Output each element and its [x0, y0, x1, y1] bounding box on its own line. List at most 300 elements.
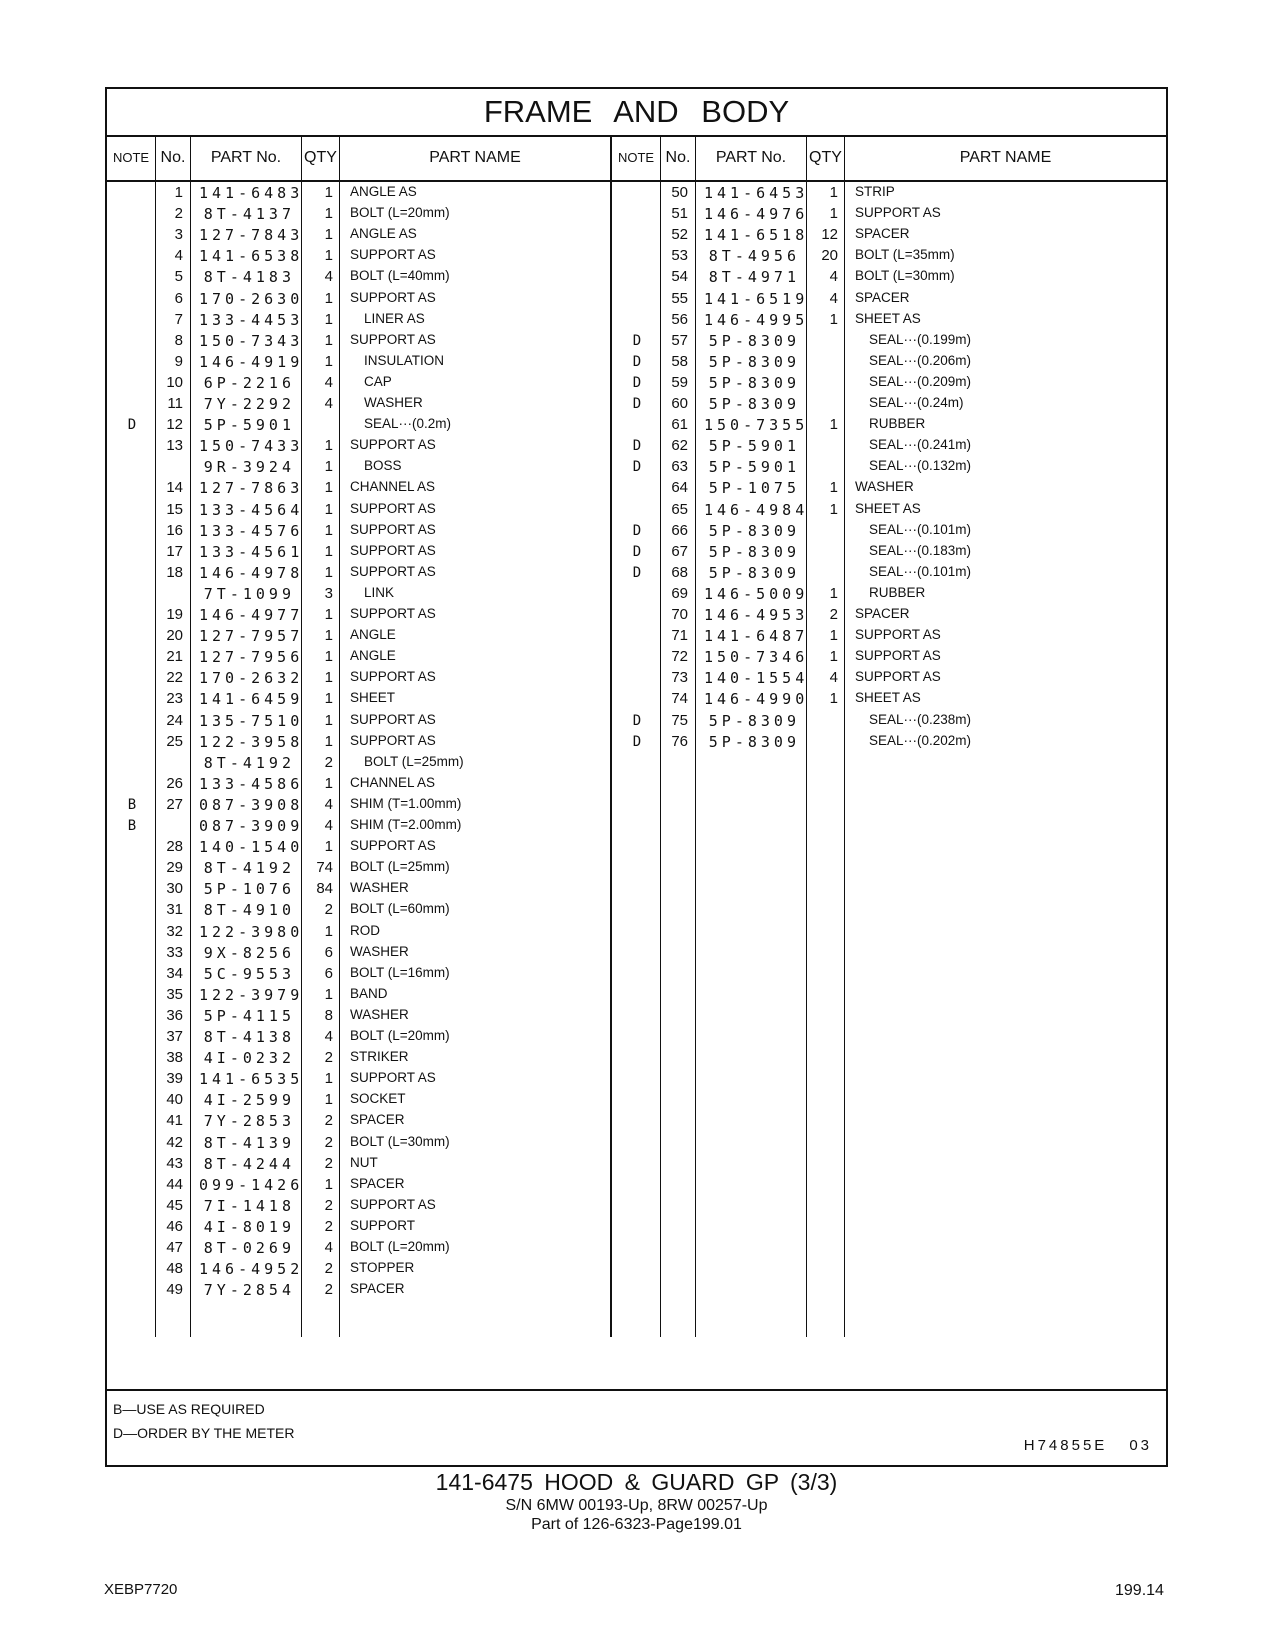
item-number-cell: 3 — [174, 226, 183, 244]
part-name-cell: WASHER — [350, 1006, 409, 1022]
part-name-cell: SUPPORT AS — [350, 500, 436, 516]
serial-range: S/N 6MW 00193-Up, 8RW 00257-Up — [505, 1497, 768, 1514]
part-name-cell: CAP — [364, 373, 392, 389]
part-number-cell: 141-6487 — [704, 627, 809, 646]
qty-cell: 1 — [324, 289, 333, 307]
part-name-cell: BOSS — [364, 458, 402, 474]
qty-cell: 4 — [324, 395, 333, 412]
item-number-cell: 52 — [671, 226, 688, 244]
publication-number: XEBP7720 — [104, 1581, 178, 1598]
qty-cell: 20 — [821, 247, 838, 265]
part-name-cell: SHEET AS — [855, 500, 921, 516]
item-number-cell: 45 — [166, 1196, 183, 1214]
item-number-cell: 12 — [166, 416, 183, 434]
part-number-cell: 150-7433 — [199, 437, 304, 456]
part-number-cell: 146-4919 — [199, 352, 304, 371]
item-number-cell: 54 — [671, 268, 688, 286]
item-number-cell: 9 — [174, 352, 183, 370]
item-number-cell: 39 — [166, 1070, 183, 1088]
item-number-cell: 23 — [166, 690, 183, 708]
qty-cell: 6 — [324, 943, 333, 961]
item-number-cell: 34 — [166, 964, 183, 982]
part-name-cell: SEAL···(0.132m) — [869, 458, 972, 474]
part-number-cell: 8T-0269 — [203, 1239, 295, 1257]
qty-cell: 1 — [324, 690, 333, 708]
qty-cell: 1 — [324, 500, 333, 518]
part-number-cell: 4I-8019 — [203, 1217, 295, 1236]
part-number-cell: 099-1426 — [199, 1175, 304, 1194]
qty-cell: 74 — [316, 859, 333, 877]
part-number-cell: 146-4984 — [704, 500, 809, 519]
header-note-left: NOTE — [112, 150, 150, 165]
part-name-cell: SUPPORT AS — [350, 521, 436, 537]
item-number-cell: 10 — [166, 373, 183, 391]
part-name-cell: SUPPORT AS — [855, 648, 941, 664]
part-number-cell: 7T-1099 — [203, 584, 295, 603]
part-number-cell: 170-2632 — [199, 669, 304, 688]
part-name-cell: SPACER — [350, 1112, 405, 1128]
part-name-cell: SEAL···(0.209m) — [869, 373, 972, 389]
item-number-cell: 58 — [671, 352, 688, 370]
part-number-cell: 122-3980 — [199, 922, 304, 941]
part-name-cell: SEAL···(0.24m) — [869, 395, 964, 410]
qty-cell: 4 — [829, 289, 838, 307]
qty-cell: 2 — [324, 1260, 333, 1278]
column-divider — [844, 135, 845, 1337]
column-divider — [155, 135, 156, 1337]
qty-cell: 1 — [324, 1091, 333, 1109]
qty-cell: 1 — [324, 648, 333, 666]
part-number-cell: 6P-2216 — [203, 373, 295, 392]
item-number-cell: 65 — [671, 500, 688, 518]
part-name-cell: BOLT (L=30mm) — [855, 268, 955, 284]
header-no-right: No. — [665, 149, 691, 166]
item-number-cell: 16 — [166, 521, 183, 539]
qty-cell: 4 — [324, 1028, 333, 1045]
parent-reference: Part of 126-6323-Page199.01 — [531, 1516, 742, 1533]
item-number-cell: 63 — [671, 458, 688, 476]
item-number-cell: 38 — [166, 1049, 183, 1067]
note-cell: D — [632, 522, 642, 539]
part-number-cell: 8T-4192 — [203, 859, 295, 878]
item-number-cell: 20 — [166, 627, 183, 645]
item-number-cell: 57 — [671, 331, 688, 349]
item-number-cell: 43 — [166, 1154, 183, 1172]
part-number-cell: 150-7346 — [704, 648, 809, 667]
part-name-cell: SUPPORT AS — [350, 838, 436, 854]
part-number-cell: 9R-3924 — [203, 458, 295, 477]
note-cell: D — [632, 564, 642, 581]
item-number-cell: 1 — [174, 184, 183, 201]
part-number-cell: 7Y-2853 — [203, 1112, 295, 1131]
part-number-cell: 140-1554 — [704, 669, 809, 688]
item-number-cell: 22 — [166, 669, 183, 687]
part-name-cell: SUPPORT AS — [350, 732, 436, 748]
item-number-cell: 69 — [671, 584, 688, 602]
note-cell: D — [632, 438, 642, 455]
table-header — [107, 135, 1166, 182]
item-number-cell: 33 — [166, 943, 183, 961]
part-number-cell: 133-4586 — [199, 774, 304, 793]
item-number-cell: 56 — [671, 310, 688, 328]
note-cell: D — [632, 396, 642, 412]
part-name-cell: NUT — [350, 1154, 378, 1170]
part-name-cell: ANGLE — [350, 648, 396, 664]
part-number-cell: 127-7957 — [199, 627, 304, 646]
item-number-cell: 27 — [166, 795, 183, 813]
item-number-cell: 31 — [166, 901, 183, 919]
note-cell: D — [632, 733, 642, 750]
qty-cell: 1 — [324, 838, 333, 856]
qty-cell: 1 — [324, 1175, 333, 1193]
part-number-cell: 146-5009 — [704, 584, 809, 603]
item-number-cell: 51 — [671, 205, 688, 223]
item-number-cell: 28 — [166, 838, 183, 856]
column-divider — [695, 135, 696, 1337]
header-part-no-left: PART No. — [210, 149, 282, 166]
part-number-cell: 140-1540 — [199, 838, 304, 857]
part-number-cell: 5C-9553 — [203, 964, 295, 983]
item-number-cell: 18 — [166, 563, 183, 581]
part-number-cell: 170-2630 — [199, 289, 304, 308]
part-number-cell: 141-6519 — [704, 289, 809, 308]
part-name-cell: LINER AS — [364, 310, 425, 326]
item-number-cell: 32 — [166, 922, 183, 940]
part-number-cell: 8T-4971 — [708, 268, 800, 287]
page-number: 199.14 — [1115, 1582, 1164, 1599]
qty-cell: 2 — [324, 1133, 333, 1151]
part-number-cell: 9X-8256 — [203, 943, 295, 962]
part-name-cell: BOLT (L=35mm) — [855, 247, 955, 263]
item-number-cell: 61 — [671, 416, 688, 434]
document-number: H74855E — [1023, 1437, 1108, 1454]
qty-cell: 1 — [829, 690, 838, 708]
item-number-cell: 30 — [166, 880, 183, 898]
part-number-cell: 127-7863 — [199, 479, 304, 498]
item-number-cell: 37 — [166, 1028, 183, 1045]
part-number-cell: 146-4952 — [199, 1260, 304, 1279]
part-name-cell: BOLT (L=25mm) — [350, 859, 450, 875]
item-number-cell: 42 — [166, 1133, 183, 1151]
part-number-cell: 5P-8309 — [708, 352, 800, 371]
note-cell: D — [632, 374, 642, 391]
item-number-cell: 25 — [166, 732, 183, 750]
footnotes — [113, 1397, 295, 1445]
part-name-cell: SUPPORT AS — [350, 669, 436, 685]
qty-cell: 1 — [324, 1070, 333, 1088]
item-number-cell: 36 — [166, 1006, 183, 1024]
part-number-cell: 133-4564 — [199, 500, 304, 519]
item-number-cell: 48 — [166, 1260, 183, 1278]
part-number-cell: 8T-4192 — [203, 753, 295, 772]
part-name-cell: SEAL···(0.101m) — [869, 563, 972, 579]
part-number-cell: 5P-5901 — [708, 437, 800, 456]
qty-cell: 8 — [324, 1006, 333, 1024]
item-number-cell: 41 — [166, 1112, 183, 1130]
item-number-cell: 19 — [166, 606, 183, 623]
part-name-cell: WASHER — [855, 479, 914, 495]
note-cell: D — [632, 353, 642, 370]
part-number-cell: 122-3979 — [199, 985, 304, 1004]
part-name-cell: INSULATION — [364, 352, 445, 368]
part-name-cell: ANGLE AS — [350, 184, 417, 199]
part-name-cell: SUPPORT AS — [350, 563, 436, 579]
qty-cell: 1 — [324, 437, 333, 455]
note-cell: D — [632, 712, 642, 729]
qty-cell: 1 — [324, 226, 333, 244]
qty-cell: 1 — [829, 479, 838, 497]
item-number-cell: 5 — [174, 268, 183, 286]
part-number-cell: 5P-8309 — [708, 732, 800, 751]
part-number-cell: 5P-5901 — [203, 416, 295, 435]
part-number-cell: 5P-8309 — [708, 711, 800, 730]
item-number-cell: 59 — [671, 373, 688, 391]
item-number-cell: 62 — [671, 437, 688, 455]
item-number-cell: 47 — [166, 1239, 183, 1256]
part-number-cell: 150-7355 — [704, 416, 809, 435]
qty-cell: 2 — [324, 1281, 333, 1299]
parts-table-frame — [105, 87, 1168, 1467]
part-number-cell: 127-7956 — [199, 648, 304, 667]
qty-cell: 1 — [829, 310, 838, 328]
item-number-cell: 66 — [671, 521, 688, 539]
qty-cell: 84 — [316, 880, 333, 898]
item-number-cell: 26 — [166, 774, 183, 792]
part-name-cell: SEAL···(0.2m) — [364, 416, 452, 432]
part-name-cell: LINK — [364, 584, 395, 600]
part-name-cell: SUPPORT AS — [855, 205, 941, 221]
note-cell: D — [632, 543, 642, 560]
part-number-cell: 150-7343 — [199, 331, 304, 350]
item-number-cell: 49 — [166, 1281, 183, 1299]
qty-cell: 1 — [324, 205, 333, 223]
part-name-cell: SHEET AS — [855, 310, 921, 326]
item-number-cell: 6 — [174, 289, 183, 307]
part-name-cell: SUPPORT AS — [855, 669, 941, 685]
item-number-cell: 8 — [174, 331, 183, 349]
item-number-cell: 40 — [166, 1091, 183, 1109]
part-number-cell: 5P-1076 — [203, 880, 295, 899]
part-number-cell: 5P-8309 — [708, 331, 800, 350]
item-number-cell: 53 — [671, 247, 688, 265]
qty-cell: 1 — [829, 500, 838, 518]
part-number-cell: 5P-8309 — [708, 521, 800, 540]
qty-cell: 4 — [324, 795, 333, 813]
qty-cell: 4 — [324, 373, 333, 391]
part-number-cell: 122-3958 — [199, 732, 304, 751]
part-number-cell: 8T-4956 — [708, 247, 800, 266]
qty-cell: 4 — [829, 268, 838, 286]
header-part-name-right: PART NAME — [959, 149, 1052, 166]
part-number-cell: 127-7843 — [199, 226, 304, 245]
part-number-cell: 5P-8309 — [708, 373, 800, 392]
header-qty-right: QTY — [809, 149, 842, 166]
part-name-cell: SUPPORT AS — [855, 627, 941, 643]
part-number-cell: 146-4976 — [704, 205, 809, 224]
qty-cell: 1 — [324, 627, 333, 645]
item-number-cell: 24 — [166, 711, 183, 729]
note-cell: D — [127, 417, 137, 434]
item-number-cell: 74 — [671, 690, 688, 708]
part-number-cell: 133-4561 — [199, 542, 304, 561]
qty-cell: 1 — [324, 606, 333, 623]
part-name-cell: SHEET AS — [855, 690, 921, 706]
part-number-cell: 8T-4183 — [203, 268, 295, 287]
part-number-cell: 087-3908 — [199, 795, 304, 814]
part-number-cell: 5P-8309 — [708, 542, 800, 561]
part-number-cell: 5P-1075 — [708, 479, 800, 498]
qty-cell: 1 — [324, 479, 333, 497]
part-number-cell: 5P-8309 — [708, 395, 800, 413]
part-name-cell: BOLT (L=20mm) — [350, 1239, 450, 1254]
part-name-cell: SEAL···(0.101m) — [869, 521, 972, 537]
part-number-cell: 141-6535 — [199, 1070, 304, 1089]
part-name-cell: SHEET — [350, 690, 396, 706]
item-number-cell: 17 — [166, 542, 183, 560]
part-number-cell: 141-6538 — [199, 247, 304, 266]
qty-cell: 1 — [324, 247, 333, 265]
qty-cell: 1 — [829, 416, 838, 434]
part-name-cell: WASHER — [350, 880, 409, 896]
item-number-cell: 11 — [167, 395, 183, 412]
qty-cell: 1 — [829, 627, 838, 645]
item-number-cell: 14 — [166, 479, 183, 497]
item-number-cell: 21 — [166, 648, 183, 666]
item-number-cell: 67 — [671, 542, 688, 560]
note-cell: D — [632, 332, 642, 349]
part-number-cell: 087-3909 — [199, 817, 304, 835]
part-number-cell: 141-6518 — [704, 226, 809, 245]
part-name-cell: CHANNEL AS — [350, 479, 436, 495]
header-part-no-right: PART No. — [715, 149, 787, 166]
part-name-cell: STOPPER — [350, 1260, 415, 1276]
item-number-cell: 55 — [671, 289, 688, 307]
qty-cell: 3 — [324, 584, 333, 602]
qty-cell: 1 — [324, 184, 333, 201]
part-name-cell: RUBBER — [869, 416, 926, 432]
part-number-cell: 7Y-2292 — [203, 395, 295, 413]
qty-cell: 1 — [829, 184, 838, 201]
part-name-cell: SUPPORT AS — [350, 247, 436, 263]
part-number-cell: 5P-5901 — [708, 458, 800, 477]
header-no-left: No. — [160, 149, 186, 166]
qty-cell: 1 — [324, 563, 333, 581]
part-name-cell: BOLT (L=30mm) — [350, 1133, 450, 1149]
part-name-cell: SEAL···(0.183m) — [869, 542, 972, 558]
part-number-cell: 4I-2599 — [203, 1091, 295, 1110]
part-name-cell: SUPPORT AS — [350, 542, 436, 558]
qty-cell: 2 — [324, 1112, 333, 1130]
qty-cell: 1 — [324, 669, 333, 687]
part-number-cell: 8T-4139 — [203, 1133, 295, 1152]
part-number-cell: 8T-4137 — [203, 205, 295, 224]
qty-cell: 2 — [324, 1049, 333, 1067]
document-id — [1024, 1437, 1152, 1454]
qty-cell: 2 — [829, 606, 838, 623]
part-name-cell: SPACER — [855, 226, 910, 242]
item-number-cell: 15 — [166, 500, 183, 518]
part-number-cell: 5P-8309 — [708, 563, 800, 582]
header-qty-left: QTY — [304, 149, 337, 166]
item-number-cell: 76 — [671, 732, 688, 750]
part-number-cell: 7I-1418 — [203, 1196, 295, 1215]
part-number-cell: 133-4576 — [199, 521, 304, 540]
part-name-cell: BOLT (L=40mm) — [350, 268, 450, 284]
part-name-cell: BOLT (L=16mm) — [350, 964, 450, 980]
note-cell: B — [127, 818, 137, 834]
column-divider — [190, 135, 191, 1337]
item-number-cell: 29 — [166, 859, 183, 877]
item-number-cell: 73 — [671, 669, 688, 687]
qty-cell: 4 — [324, 268, 333, 286]
qty-cell: 1 — [324, 521, 333, 539]
item-number-cell: 68 — [671, 563, 688, 581]
qty-cell: 2 — [324, 901, 333, 919]
item-number-cell: 60 — [671, 395, 688, 412]
part-number-cell: 8T-4244 — [203, 1154, 295, 1173]
part-name-cell: ANGLE AS — [350, 226, 417, 242]
qty-cell: 2 — [324, 753, 333, 771]
part-name-cell: STRIKER — [350, 1049, 409, 1065]
part-name-cell: RUBBER — [869, 584, 926, 600]
part-name-cell: BAND — [350, 985, 388, 1001]
footnote-d: D—ORDER BY THE METER — [113, 1425, 295, 1441]
qty-cell: 12 — [821, 226, 838, 244]
part-name-cell: SEAL···(0.241m) — [869, 437, 972, 453]
part-name-cell: CHANNEL AS — [350, 774, 436, 790]
qty-cell: 1 — [324, 732, 333, 750]
part-name-cell: SPACER — [855, 289, 910, 305]
part-number-cell: 133-4453 — [199, 310, 304, 329]
part-name-cell: BOLT (L=20mm) — [350, 1028, 450, 1043]
column-divider — [339, 135, 340, 1337]
part-number-cell: 146-4978 — [199, 563, 304, 582]
qty-cell: 4 — [324, 817, 333, 834]
part-name-cell: SPACER — [855, 606, 910, 621]
part-number-cell: 8T-4910 — [203, 901, 295, 920]
item-number-cell: 50 — [671, 184, 688, 201]
part-name-cell: ANGLE — [350, 627, 396, 643]
qty-cell: 1 — [829, 584, 838, 602]
item-number-cell: 71 — [671, 627, 688, 645]
qty-cell: 2 — [324, 1217, 333, 1235]
part-number-cell: 146-4953 — [704, 606, 809, 624]
qty-cell: 2 — [324, 1196, 333, 1214]
qty-cell: 1 — [324, 542, 333, 560]
part-name-cell: SPACER — [350, 1281, 405, 1297]
part-name-cell: WASHER — [350, 943, 409, 959]
part-name-cell: SHIM (T=1.00mm) — [350, 795, 462, 811]
qty-cell: 1 — [829, 205, 838, 223]
qty-cell: 1 — [324, 774, 333, 792]
part-number-cell: 141-6459 — [199, 690, 304, 709]
item-number-cell: 75 — [671, 711, 688, 729]
footnote-b: B—USE AS REQUIRED — [113, 1401, 265, 1417]
part-name-cell: BOLT (L=20mm) — [350, 205, 450, 221]
part-number-cell: 141-6483 — [199, 184, 304, 202]
item-number-cell: 7 — [174, 310, 183, 328]
part-name-cell: SUPPORT — [350, 1217, 416, 1233]
item-number-cell: 72 — [671, 648, 688, 666]
part-name-cell: SUPPORT AS — [350, 606, 436, 621]
qty-cell: 4 — [829, 669, 838, 687]
part-number-cell: 146-4995 — [704, 310, 809, 329]
part-number-cell: 146-4990 — [704, 690, 809, 709]
part-name-cell: SPACER — [350, 1175, 405, 1191]
part-number-cell: 135-7510 — [199, 711, 304, 730]
part-name-cell: SHIM (T=2.00mm) — [350, 817, 462, 832]
part-number-cell: 8T-4138 — [203, 1028, 295, 1046]
